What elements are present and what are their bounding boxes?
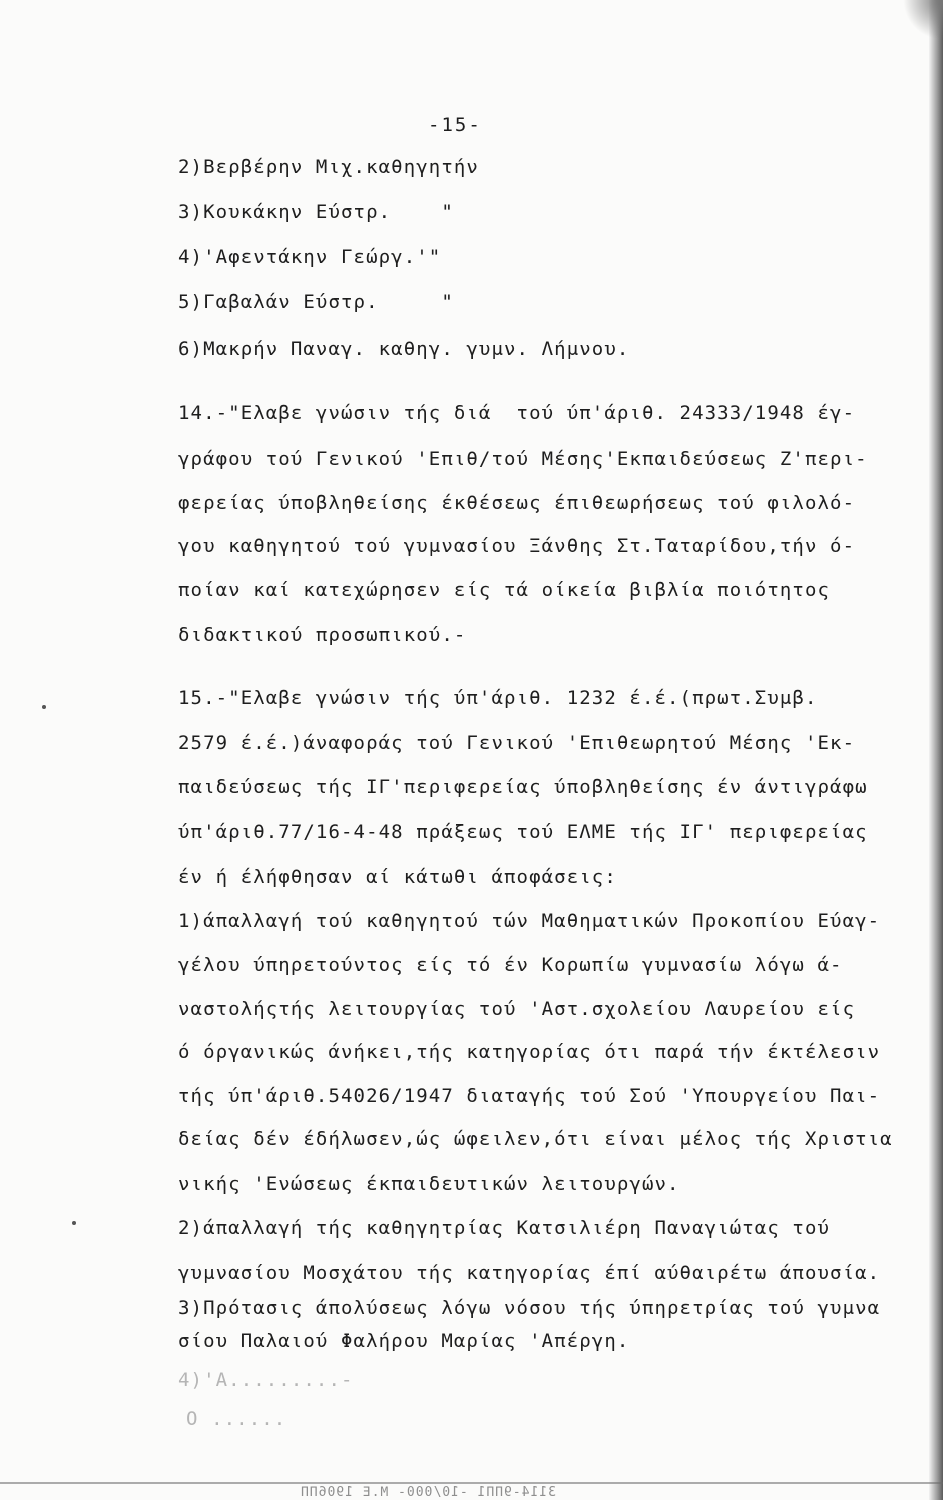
scan-speck [42, 705, 46, 709]
text-line: 2)άπαλλαγή τής καθηγητρίας Κατσιλιέρη Παναγιώτας τού [178, 1217, 831, 1239]
text-line: νικής 'Ενώσεως έκπαιδευτικών λειτουργών. [178, 1173, 680, 1195]
text-line: γράφου τού Γενικού 'Επιθ/τού Μέσης'Εκπαιδεύσεως Ζ'περι- [178, 448, 868, 470]
text-line: δείας δέν έδήλωσεν,ώς ώφειλεν,ότι είναι μέλος τής Χριστια [178, 1128, 893, 1150]
text-line: έν ή έλήφθησαν αί κάτωθι άποφάσεις: [178, 866, 617, 888]
printer-mark: 3114-9ΠΠ1 -10/000- Μ.Ε 1906ΠΠ [300, 1485, 556, 1500]
text-line: 3)Κουκάκην Εύστρ. " [178, 201, 454, 223]
text-line: σίου Παλαιού Φαλήρου Μαρίας 'Απέργη. [178, 1330, 630, 1352]
page-number: -15- [428, 114, 482, 136]
text-line: 2)Βερβέρην Μιχ.καθηγητήν [178, 156, 479, 178]
text-line: ποίαν καί κατεχώρησεν είς τά οίκεία βιβλία ποιότητος [178, 579, 831, 601]
text-line: 4)'Αφεντάκην Γεώργ.'" [178, 246, 442, 268]
text-line: τής ύπ'άριθ.54026/1947 διαταγής τού Σού 'Υπουργείου Παι- [178, 1085, 881, 1107]
text-line: γέλου ύπηρετούντος είς τό έν Κορωπίω γυμνασίω λόγω ά- [178, 954, 843, 976]
page-edge-shadow [929, 0, 943, 1500]
text-line: γου καθηγητού τού γυμνασίου Ξάνθης Στ.Ταταρίδου,τήν ό- [178, 535, 856, 557]
faded-text-line: 4)'Α.........- [178, 1369, 354, 1391]
text-line: γυμνασίου Μοσχάτου τής κατηγορίας έπί αύθαιρέτω άπουσία. [178, 1262, 881, 1284]
text-line: 3)Πρότασις άπολύσεως λόγω νόσου τής ύπηρετρίας τού γυμνα [178, 1297, 881, 1319]
text-line: ό όργανικώς άνήκει,τής κατηγορίας ότι παρά τήν έκτέλεσιν [178, 1041, 881, 1063]
text-line: παιδεύσεως τής ΙΓ'περιφερείας ύποβληθείσης έν άντιγράφω [178, 776, 868, 798]
faded-text-line: Ο ...... [186, 1408, 287, 1430]
text-line: ναστολήςτής λειτουργίας τού 'Αστ.σχολείου Λαυρείου είς [178, 998, 856, 1020]
text-line: φερείας ύποβληθείσης έκθέσεως έπιθεωρήσεως τού φιλολό- [178, 492, 856, 514]
text-line: 2579 έ.έ.)άναφοράς τού Γενικού 'Επιθεωρητού Μέσης 'Εκ- [178, 732, 856, 754]
text-line: 1)άπαλλαγή τού καθηγητού τών Μαθηματικών Προκοπίου Εύαγ- [178, 910, 881, 932]
text-line: 14.-"Ελαβε γνώσιν τής διά τού ύπ'άριθ. 24333/1948 έγ- [178, 402, 856, 424]
text-line: διδακτικού προσωπικού.- [178, 624, 467, 646]
corner-shadow [903, 0, 943, 40]
text-line: 6)Μακρήν Παναγ. καθηγ. γυμν. Λήμνου. [178, 338, 630, 360]
scan-speck [72, 1221, 76, 1225]
text-line: ύπ'άριθ.77/16-4-48 πράξεως τού ΕΛΜΕ τής ΙΓ' περιφερείας [178, 821, 868, 843]
bottom-rule [0, 1482, 943, 1484]
text-line: 5)Γαβαλάν Εύστρ. " [178, 291, 454, 313]
text-line: 15.-"Ελαβε γνώσιν τής ύπ'άριθ. 1232 έ.έ.(πρωτ.Συμβ. [178, 687, 818, 709]
